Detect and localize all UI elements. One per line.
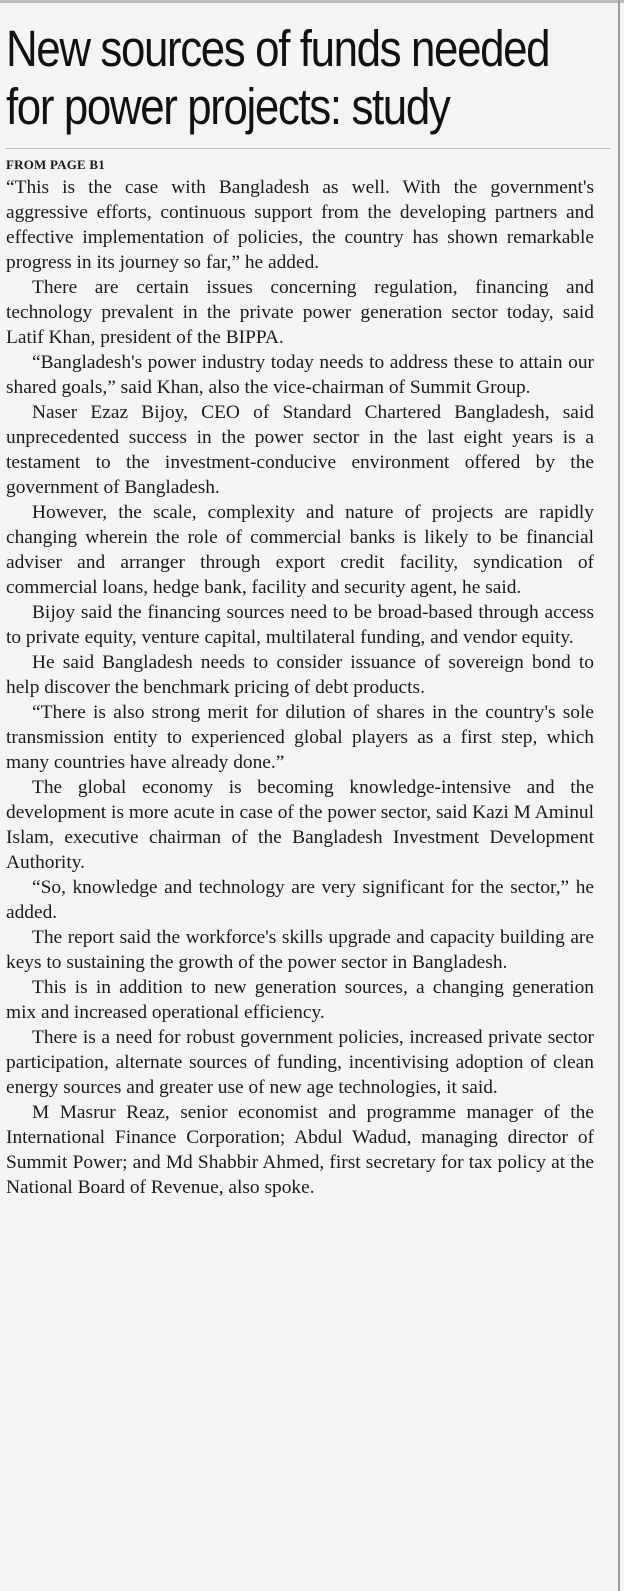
paragraph: M Masrur Reaz, senior economist and programme manager of the International Finance Corporation; Abdul Wadud, managing director of Summit Power; and Md Shabbir Ahmed, first secretary for tax policy at the National Board of Revenue, also spoke. xyxy=(6,1102,594,1198)
paragraph: “So, knowledge and technology are very significant for the sector,” he added. xyxy=(6,877,594,923)
paragraph: However, the scale, complexity and nature of projects are rapidly changing wherein the role of commercial banks is likely to be financial adviser and arranger through export credit facility, syndication of commercial loans, hedge bank, facility and security agent, he said. xyxy=(6,502,594,598)
headline: New sources of funds needed for power projects: study xyxy=(6,20,550,135)
top-rule xyxy=(0,0,624,3)
paragraph: “Bangladesh's power industry today needs to address these to attain our shared goals,” said Khan, also the vice-chairman of Summit Group. xyxy=(6,352,594,398)
paragraph: Naser Ezaz Bijoy, CEO of Standard Chartered Bangladesh, said unprecedented success in the power sector in the last eight years is a testament to the investment-conducive environment offered by the government of Bangladesh. xyxy=(6,402,594,498)
paragraph: “This is the case with Bangladesh as well. With the government's aggressive efforts, continuous support from the developing partners and effective implementation of policies, the country has shown remarkable progress in its journey so far,” he added. xyxy=(6,177,594,273)
paragraph: Bijoy said the financing sources need to be broad-based through access to private equity, venture capital, multilateral funding, and vendor equity. xyxy=(6,602,594,648)
paragraph: There are certain issues concerning regulation, financing and technology prevalent in the private power generation sector today, said Latif Khan, president of the BIPPA. xyxy=(6,277,594,348)
paragraph: This is in addition to new generation sources, a changing generation mix and increased operational efficiency. xyxy=(6,977,594,1023)
paragraph: “There is also strong merit for dilution of shares in the country's sole transmission entity to experienced global players as a first step, which many countries have already done.” xyxy=(6,702,594,773)
continuation-label: FROM PAGE B1 xyxy=(6,157,105,172)
paragraph: The global economy is becoming knowledge-intensive and the development is more acute in case of the power sector, said Kazi M Aminul Islam, executive chairman of the Bangladesh Investment Development Authority. xyxy=(6,777,594,873)
column-rule xyxy=(618,0,620,1591)
paragraph: He said Bangladesh needs to consider issuance of sovereign bond to help discover the benchmark pricing of debt products. xyxy=(6,652,594,698)
paragraph: The report said the workforce's skills upgrade and capacity building are keys to sustaining the growth of the power sector in Bangladesh. xyxy=(6,927,594,973)
headline-rule xyxy=(6,148,610,149)
paragraph: There is a need for robust government policies, increased private sector participation, alternate sources of funding, incentivising adoption of clean energy sources and greater use of new age technologies, it said. xyxy=(6,1027,594,1098)
news-article xyxy=(6,20,594,1200)
article-body xyxy=(6,157,594,1200)
